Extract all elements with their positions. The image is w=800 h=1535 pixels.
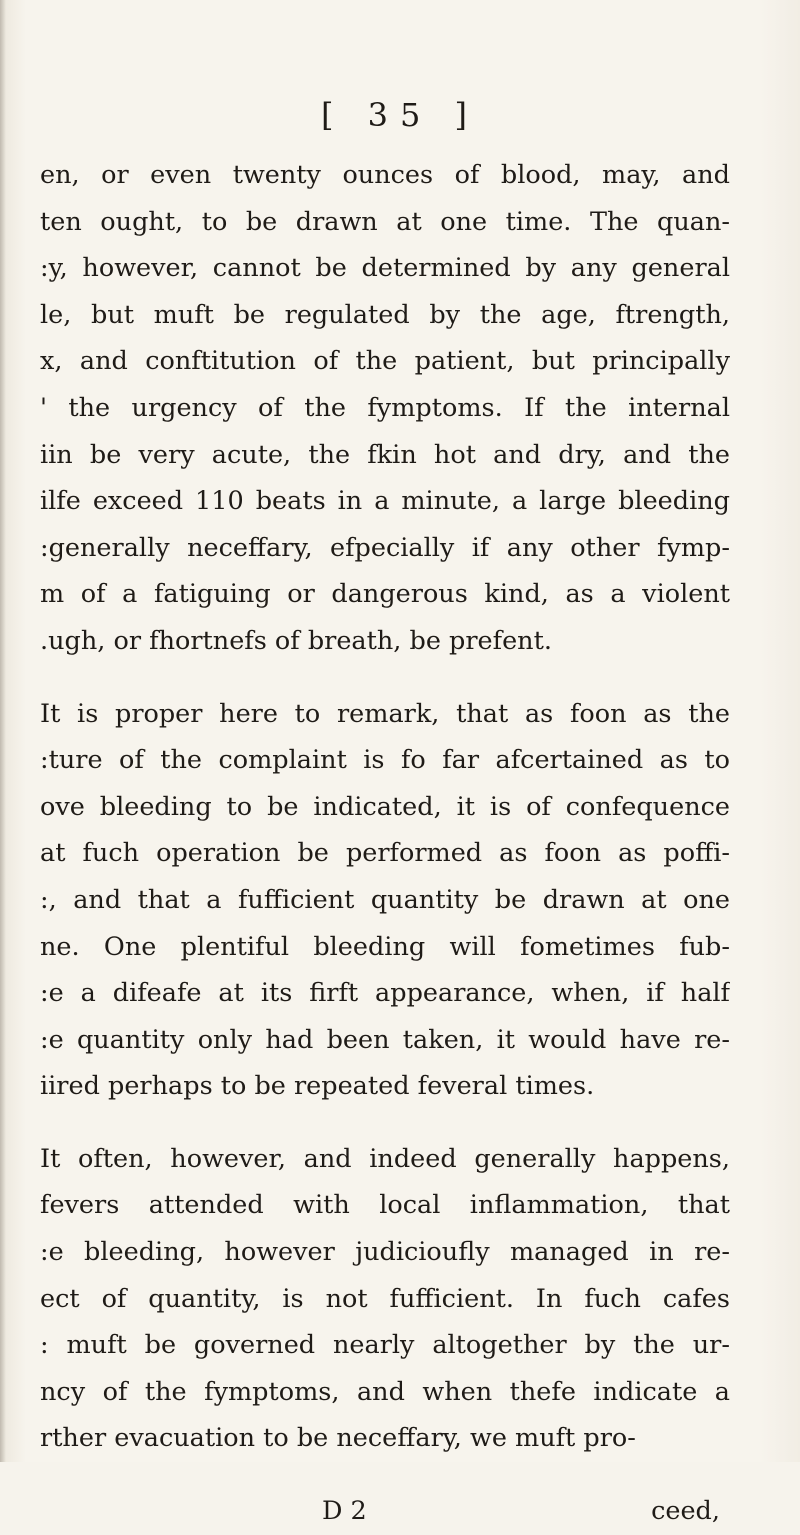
text-line: ove bleeding to be indicated, it is of confequence <box>40 791 730 822</box>
text-line: m of a fatiguing or dangerous kind, as a violent <box>40 579 730 610</box>
text-line: :e bleeding, however judicioufly managed in re- <box>40 1237 730 1268</box>
text-line: iired perhaps to be repeated feveral times. <box>40 1071 595 1102</box>
text-line: :e a difeafe at its firft appearance, when, if half <box>40 978 730 1009</box>
text-line: :, and that a fufficient quantity be drawn at one <box>40 884 730 915</box>
text-line: ne. One plentiful bleeding will fometimes fub- <box>40 931 730 962</box>
text-line: at fuch operation be performed as foon as poffi- <box>40 838 730 869</box>
text-line: .ugh, or fhortnefs of breath, be prefent. <box>40 625 552 656</box>
text-line: :y, however, cannot be determined by any general <box>40 253 730 284</box>
gutter-shadow <box>0 0 6 1462</box>
text-line: ncy of the fymptoms, and when thefe indicate a <box>40 1376 730 1407</box>
text-line: It is proper here to remark, that as foon as the <box>40 698 730 729</box>
paragraph <box>40 152 730 665</box>
text-line: ect of quantity, is not fufficient. In fuch cafes <box>40 1283 730 1314</box>
text-line: : muft be governed nearly altogether by the ur- <box>40 1330 730 1361</box>
text-line: ' the urgency of the fymptoms. If the internal <box>40 392 730 423</box>
catchword: ceed, <box>651 1496 720 1527</box>
text-line: iin be very acute, the fkin hot and dry, and the <box>40 439 730 470</box>
text-line: ten ought, to be drawn at one time. The quan- <box>40 206 730 237</box>
text-line: rther evacuation to be neceffary, we muft pro- <box>40 1423 636 1454</box>
text-line: le, but muft be regulated by the age, ftrength, <box>40 299 730 330</box>
page-number: [ 35 ] <box>320 96 480 134</box>
text-line: It often, however, and indeed generally happens, <box>40 1143 730 1174</box>
text-line: :ture of the complaint is fo far afcertained as to <box>40 745 730 776</box>
text-line: ilfe exceed 110 beats in a minute, a large bleeding <box>40 486 730 517</box>
signature-line <box>40 1488 730 1535</box>
text-line: :generally neceffary, efpecially if any other fymp- <box>40 532 730 563</box>
text-line: :e quantity only had been taken, it would have re- <box>40 1024 730 1055</box>
paragraph <box>40 1136 730 1462</box>
text-line: en, or even twenty ounces of blood, may, and <box>40 160 730 190</box>
body-text <box>40 152 730 1535</box>
text-line: x, and conftitution of the patient, but principally <box>40 346 730 377</box>
paragraph <box>40 691 730 1110</box>
signature-mark: D 2 <box>322 1496 367 1527</box>
text-line: fevers attended with local inflammation, that <box>40 1190 730 1221</box>
